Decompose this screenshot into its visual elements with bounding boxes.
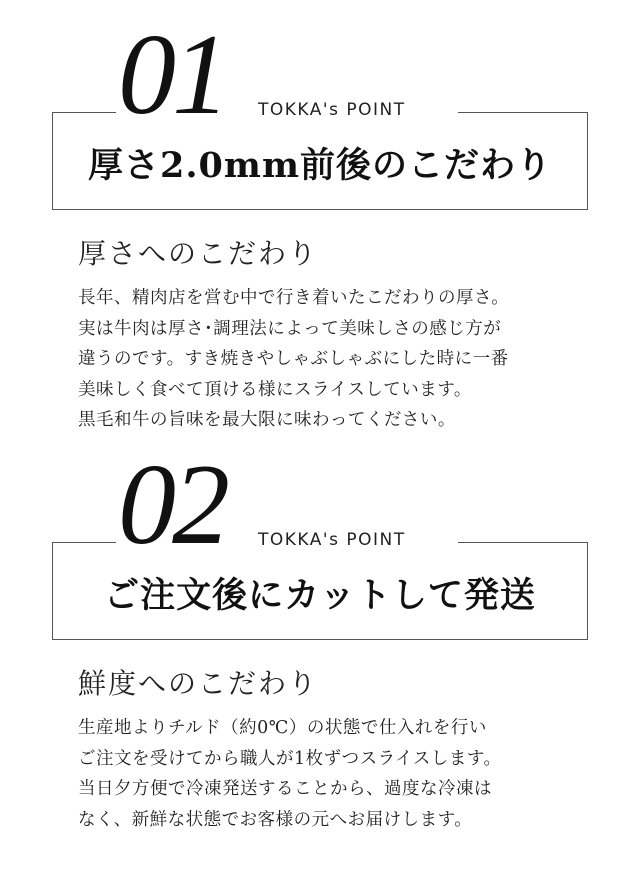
box-border-bottom [52,209,588,210]
box-border-top-right [458,542,588,543]
body-line: 美味しく食べて頂ける様にスライスしています。 [78,379,472,400]
body-line: 長年、精肉店を営む中で行き着いたこだわりの厚さ。 [78,288,510,308]
point-number: 01 [118,11,226,139]
point-title: 厚さ2.0mm前後のこだわり [88,145,552,186]
sub-heading: 厚さへのこだわり [78,237,319,270]
point-label: TOKKA's POINT [258,530,406,550]
point-title: ご注文後にカットして発送 [104,575,536,616]
body-text [78,283,598,436]
box-border-top-right [458,112,588,113]
point-label: TOKKA's POINT [258,100,406,120]
sub-heading: 鮮度へのこだわり [78,667,319,700]
point-number: 02 [118,441,226,569]
box-border-top-left [52,112,116,113]
body-line: 生産地よりチルド（約0℃）の状態で仕入れを行い [78,718,487,738]
box-border-bottom [52,639,588,640]
body-line: 実は牛肉は厚さ･調理法によって美味しさの感じ方が [78,318,502,339]
box-border-right [587,542,588,640]
box-border-top-left [52,542,116,543]
body-line: 当日夕方便で冷凍発送することから、過度な冷凍は [78,779,492,799]
body-line: ご注文を受けてから職人が1枚ずつスライスします。 [78,748,502,769]
body-line: なく、新鮮な状態でお客様の元へお届けします。 [78,809,473,830]
body-line: 違うのです。すき焼きやしゃぶしゃぶにした時に一番 [78,349,509,369]
box-border-right [587,112,588,210]
body-line: 黒毛和牛の旨味を最大限に味わってください。 [78,410,456,430]
body-text [78,713,598,835]
